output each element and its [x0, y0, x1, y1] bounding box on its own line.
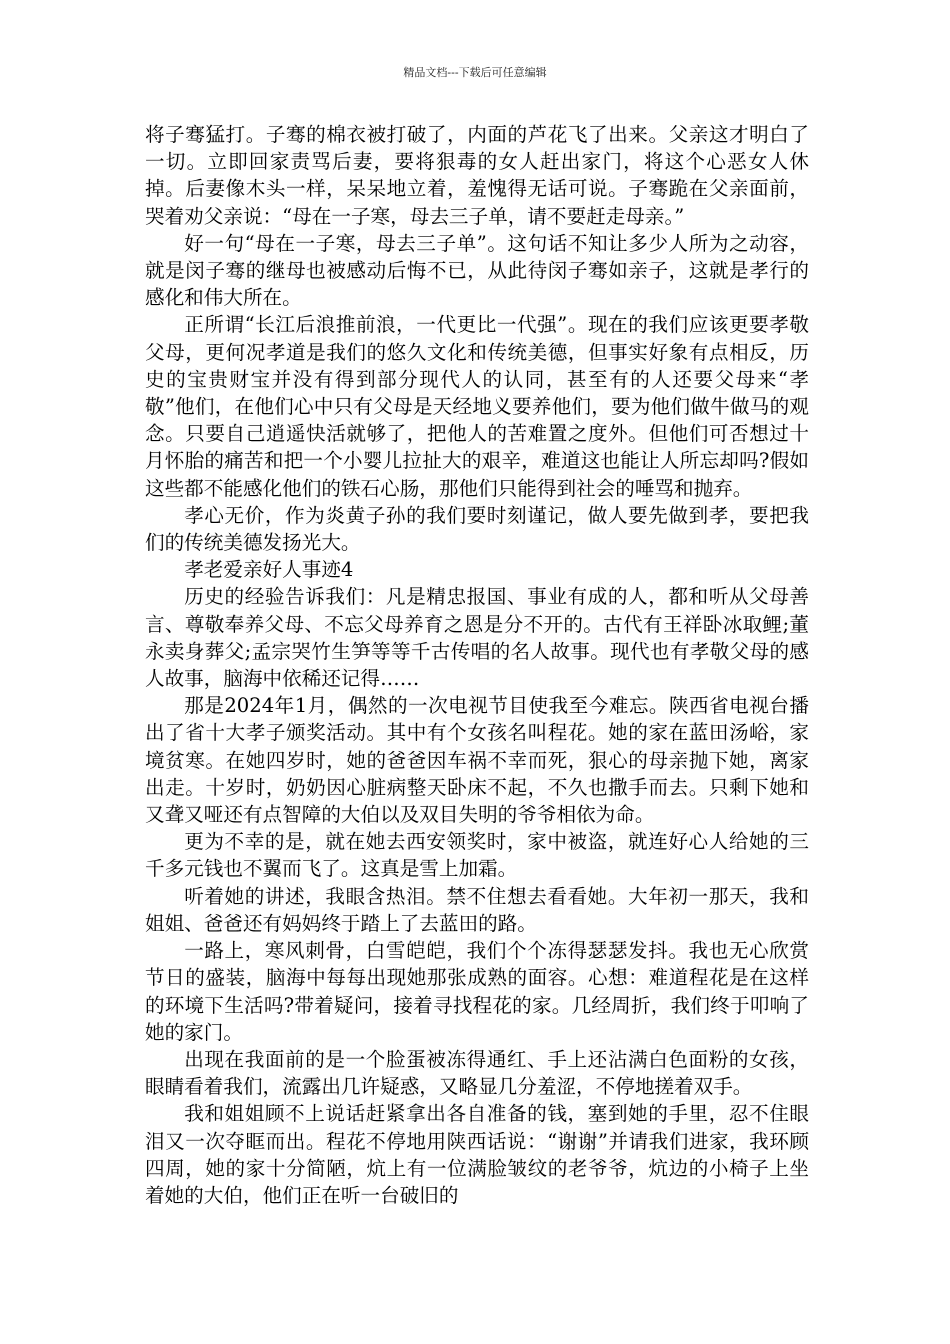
paragraph: 更为不幸的是，就在她去西安领奖时，家中被盗，就连好心人给她的三千多元钱也不翼而飞了。这真是雪上加霜。	[145, 830, 809, 881]
paragraph: 出现在我面前的是一个脸蛋被冻得通红、手上还沾满白色面粉的女孩，眼睛看着我们，流露出几许疑惑，又略显几分羞涩，不停地搓着双手。	[145, 1047, 809, 1099]
paragraph: 一路上，寒风刺骨，白雪皑皑，我们个个冻得瑟瑟发抖。我也无心欣赏节日的盛装，脑海中每每出现她那张成熟的面容。心想：难道程花是在这样的环境下生活吗?带着疑问，接着寻找程花的家。几经周折，我们终于叩响了她的家门。	[145, 939, 809, 1044]
section-heading: 孝老爱亲好人事迹4	[184, 558, 354, 582]
page-header: 精品文档---下载后可任意编辑	[403, 66, 547, 79]
paragraph: 将子骞猛打。子骞的棉衣被打破了，内面的芦花飞了出来。父亲这才明白了一切。立即回家责骂后妻，要将狠毒的女人赶出家门，将这个心恶女人休掉。后妻像木头一样，呆呆地立着，羞愧得无话可说。子骞跪在父亲面前，哭着劝父亲说：“母在一子寒，母去三子单，请不要赶走母亲。”	[145, 123, 809, 228]
paragraph: 历史的经验告诉我们：凡是精忠报国、事业有成的人，都和听从父母善言、尊敬奉养父母、不忘父母养育之恩是分不开的。古代有王祥卧冰取鲤;董永卖身葬父;孟宗哭竹生笋等等千古传唱的名人故事。现代也有孝敬父母的感人故事，脑海中依稀还记得……	[145, 585, 809, 691]
document-body	[145, 121, 809, 1209]
paragraph: 好一句“母在一子寒，母去三子单”。这句话不知让多少人所为之动容，就是闵子骞的继母也被感动后悔不已，从此待闵子骞如亲子，这就是孝行的感化和伟大所在。	[145, 231, 809, 310]
paragraph: 正所谓“长江后浪推前浪，一代更比一代强”。现在的我们应该更要孝敬父母，更何况孝道是我们的悠久文化和传统美德，但事实好象有点相反，历史的宝贵财宝并没有得到部分现代人的认同，甚至有的人还要父母来“孝敬”他们，在他们心中只有父母是天经地义要养他们，要为他们做牛做马的观念。只要自己逍遥快活就够了，把他人的苦难置之度外。但他们可否想过十月怀胎的痛苦和把一个小婴儿拉扯大的艰辛，难道这也能让人所忘却吗?假如这些都不能感化他们的铁石心肠，那他们只能得到社会的唾骂和抛弃。	[145, 313, 809, 500]
paragraph: 我和姐姐顾不上说话赶紧拿出各自准备的钱，塞到她的手里，忍不住眼泪又一次夺眶而出。程花不停地用陕西话说：“谢谢”并请我们进家，我环顾四周，她的家十分简陋，炕上有一位满脸皱纹的老爷爷，炕边的小椅子上坐着她的大伯，他们正在听一台破旧的	[145, 1102, 809, 1207]
paragraph: 那是2024年1月，偶然的一次电视节目使我至今难忘。陕西省电视台播出了省十大孝子颁奖活动。其中有个女孩名叫程花。她的家在蓝田汤峪，家境贫寒。在她四岁时，她的爸爸因车祸不幸而死，狠心的母亲抛下她，离家出走。十岁时，奶奶因心脏病整天卧床不起，不久也撒手而去。只剩下她和又聋又哑还有点智障的大伯以及双目失明的爷爷相依为命。	[145, 694, 809, 827]
paragraph: 孝心无价，作为炎黄子孙的我们要时刻谨记，做人要先做到孝，要把我们的传统美德发扬光大。	[145, 503, 809, 555]
paragraph: 听着她的讲述，我眼含热泪。禁不住想去看看她。大年初一那天，我和姐姐、爸爸还有妈妈终于踏上了去蓝田的路。	[145, 884, 809, 935]
